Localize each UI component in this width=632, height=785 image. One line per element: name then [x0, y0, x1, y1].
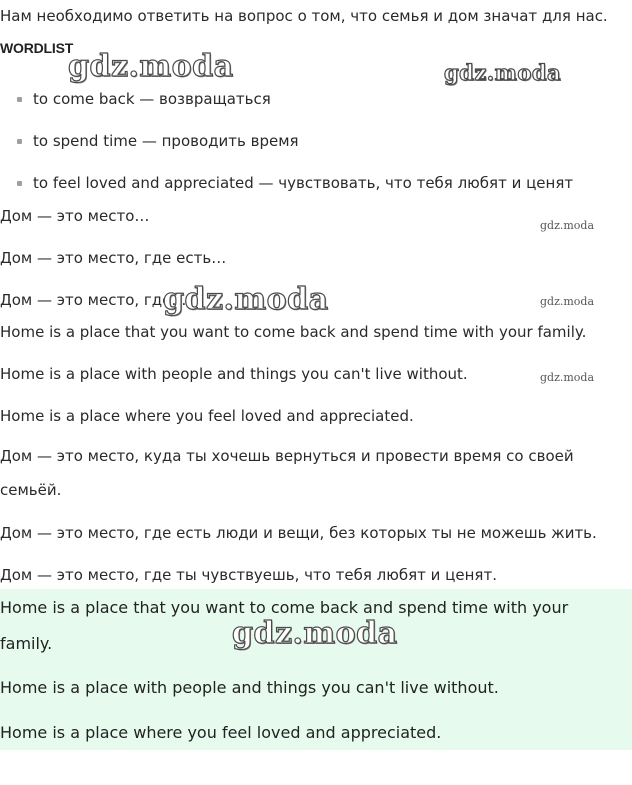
wordlist-item-text: to feel loved and appreciated — чувствовать, что тебя любят и ценят [33, 174, 574, 192]
prompt-line: Дом — это место, где есть… [0, 249, 227, 267]
answer-block [0, 589, 632, 750]
watermark: gdz.moda [540, 371, 595, 384]
english-answer: Home is a place that you want to come back and spend time with your family. [0, 323, 587, 341]
watermark: gdz.moda [232, 616, 398, 651]
russian-translation: Дом — это место, где ты чувствуешь, что тебя любят и ценят. [0, 566, 497, 584]
wordlist-item [0, 86, 573, 128]
prompt-line: Дом — это место, где… [0, 291, 187, 309]
answer-line: Home is a place that you want to come back and spend time with your family. [0, 598, 569, 653]
english-answer: Home is a place with people and things you can't live without. [0, 365, 468, 383]
english-answer: Home is a place where you feel loved and appreciated. [0, 407, 414, 425]
wordlist-heading: WORDLIST [0, 40, 74, 56]
bullet-icon [17, 181, 22, 186]
bullet-icon [17, 139, 22, 144]
answer-line: Home is a place with people and things you can't live without. [0, 678, 499, 697]
wordlist-item-text: to come back — возвращаться [33, 90, 271, 108]
watermark: gdz.moda [540, 295, 595, 308]
watermark: gdz.moda [444, 60, 562, 85]
intro-text: Нам необходимо ответить на вопрос о том, что семья и дом значат для нас. [0, 7, 608, 25]
russian-translation: Дом — это место, куда ты хочешь вернуться и провести время со своей семьёй. [0, 447, 574, 499]
prompt-line: Дом — это место… [0, 207, 150, 225]
wordlist-item-text: to spend time — проводить время [33, 132, 299, 150]
wordlist-item [0, 128, 573, 170]
watermark: gdz.moda [163, 282, 329, 317]
wordlist [0, 86, 573, 212]
watermark: gdz.moda [68, 49, 234, 84]
watermark: gdz.moda [540, 219, 595, 232]
bullet-icon [17, 97, 22, 102]
answer-line: Home is a place where you feel loved and appreciated. [0, 723, 442, 742]
russian-translation: Дом — это место, где есть люди и вещи, без которых ты не можешь жить. [0, 524, 597, 542]
